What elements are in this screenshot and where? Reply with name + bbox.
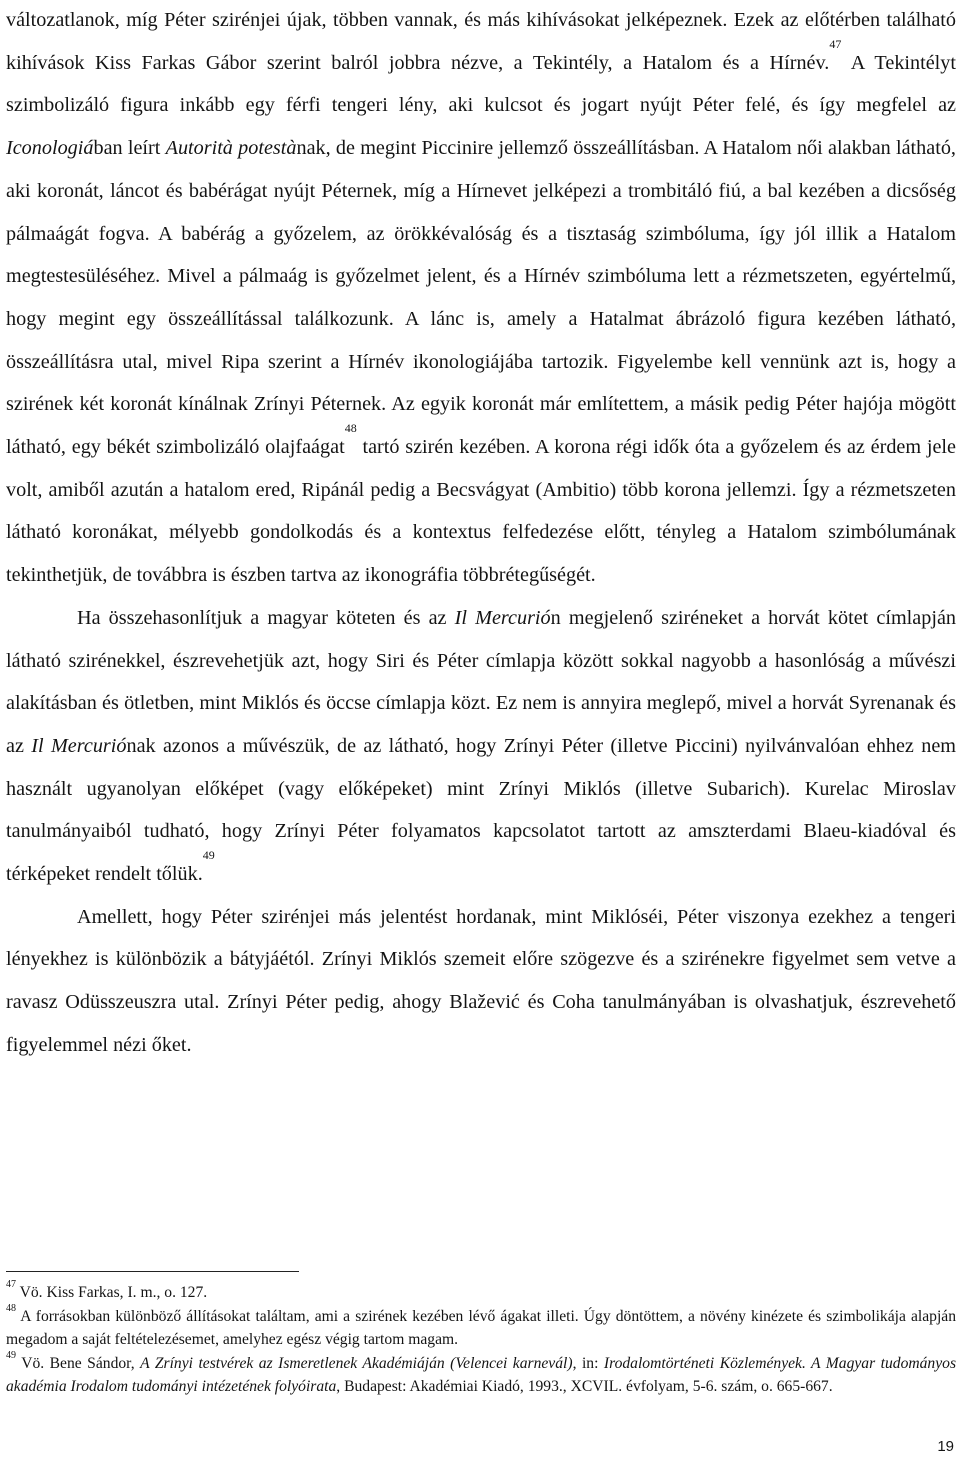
footnote-ref-47[interactable]: 47 xyxy=(829,36,842,51)
text-run: tartó szirén kezében. A korona régi idők óta a győzelem és az érdem jele volt, amiből azután a hatalom ered, Ripánál pedig a Becsvágyat (Ambitio) több korona jellemzi. Így a rézmetszeten látható koronákat, mélyebb gondolkodás és a kontextus felfedezése előtt, tényleg a Hatalom szimbólumának tekinthetjük, de továbbra is észben tartva az ikonográfia többrétegűségét. xyxy=(6,436,956,587)
footnote-ref-49[interactable]: 49 xyxy=(202,848,215,863)
text-run: n megjelenő sziréneket a horvát kötet címlapján látható szirénekkel, észrevehetjük azt, hogy Siri és Péter címlapja között sokkal nagyobb a hasonlóság a művészi alakításban és ötletben, mint Miklós és öccse címlapja közt. Ez nem is annyira meglepő, mivel a horvát Syrena xyxy=(6,606,957,715)
footnote-text: Vö. Kiss Farkas, I. m., o. 127. xyxy=(16,1284,208,1301)
text-run: nak, de megint Piccinire jellemző összeállításban. A Hatalom női alakban látható, aki koronát, láncot és babérágat nyújt Péternek, míg a Hírnevet jelképezi a trombitáló fiú, a bal kezében a dicsőség pálmaágát fogva. A babérág a győzelem, az örökkévalóság és a tisztaság szimbóluma, így jól illik a Hatalom megtestesüléséhez. Mivel a pálmaág is győzelmet jelent, és a Hírnév szimbóluma lett a rézmetszeten, egyértelmű, hogy megint egy összeállítással találkozunk. A lánc is, amely a Hatalmat ábrázoló figura kezében látható, összeállításra utal, mivel Ripa szerint a Hírnév ikonologiájába tartozik. Figyelembe kell vennünk azt is, hogy a szirének két koronát kínálnak Zrínyi Péternek. Az egyik koronát már említettem, a másik pedig Péter hajója mögött látható, egy békét szimbolizáló olajfaágat xyxy=(6,137,956,459)
italic-title: Il Mercurió xyxy=(31,734,127,757)
footnotes xyxy=(6,1281,956,1399)
footnote-ref-48[interactable]: 48 xyxy=(344,421,357,436)
italic-term: Autorità potestà xyxy=(165,137,297,160)
italic-title: A Zrínyi testvérek az Ismeretlenek Akadémiáján (Velencei karnevál) xyxy=(140,1354,573,1372)
footnote-text: A forrásokban különböző állításokat találtam, ami a szirének kezében lévő ágakat illeti. Úgy döntöttem, a növény kinézete és szimbolikája alapján megadom a saját feltételezésemet, amelyhez egész végig tartom magam. xyxy=(6,1307,956,1349)
text-run: A Tekintélyt szimbolizáló figura inkább egy férfi tengeri lény, aki kulcsot és jogart nyújt Péter felé, és így megfelel az xyxy=(6,51,956,117)
footnote-text: , in: xyxy=(572,1354,604,1372)
page-number: 19 xyxy=(937,1438,954,1455)
text-run: nak és az xyxy=(6,692,956,757)
paragraph-3 xyxy=(6,896,956,1067)
footnote-number: 49 xyxy=(6,1349,16,1361)
text-run: ban leírt xyxy=(93,137,166,160)
body-text xyxy=(6,0,956,1067)
footnote-49 xyxy=(6,1349,957,1399)
text-run: Ha összehasonlítjuk a magyar köteten és az xyxy=(77,606,455,629)
italic-journal: Irodalomtörténeti Közlemények. A Magyar tudományos akadémia Irodalom tudományi intézetének folyóirata xyxy=(6,1354,957,1396)
footnote-47 xyxy=(6,1281,956,1305)
footnote-text: Vö. Bene Sándor, xyxy=(16,1354,141,1372)
footnote-48 xyxy=(6,1302,956,1352)
text-run: Amellett, hogy Péter szirénjei más jelentést hordanak, mint Miklóséi, Péter viszonya ezekhez a tengeri lényekhez is különbözik a bátyjáétól. Zrínyi Miklós szemeit előre szögezve és a szirénekre figyelmet sem vetve a ravasz Odüsszeuszra utal. Zrínyi Péter pedig, ahogy Blažević és Coha tanulmányában is olvashatjuk, észrevehető figyelemmel nézi őket. xyxy=(6,905,956,1056)
footnote-number: 47 xyxy=(6,1279,16,1290)
italic-title: Il Mercurió xyxy=(454,606,551,629)
italic-title: Iconologiá xyxy=(6,137,94,160)
footnote-text: , Budapest: Akadémiai Kiadó, 1993., XCVIL. évfolyam, 5-6. szám, o. 665-667. xyxy=(336,1378,833,1396)
paragraph-1 xyxy=(6,0,956,597)
text-run: változatlanok, míg Péter szirénjei újak, többen vannak, és más kihívásokat jelképeznek. Ezek az előtérben található kihívások Kiss Farkas Gábor szerint balról jobbra nézve, a Tekintély, a Hatalom és a Hírnév. xyxy=(6,9,956,74)
text-run: nak azonos a művészük, de az látható, hogy Zrínyi Péter (illetve Piccini) nyilvánvalóan ehhez nem használt ugyanolyan előképet (vagy előképeket) mint Zrínyi Miklós (illetve Subarich). Kurelac Miroslav tanulmányaiból tudható, hogy Zrínyi Péter folyamatos kapcsolatot tartott az amszterdami Blaeu-kiadóval és térképeket rendelt tőlük. xyxy=(6,734,956,886)
footnote-number: 48 xyxy=(6,1302,16,1314)
paragraph-2 xyxy=(6,597,956,896)
footnote-separator xyxy=(6,1271,299,1272)
